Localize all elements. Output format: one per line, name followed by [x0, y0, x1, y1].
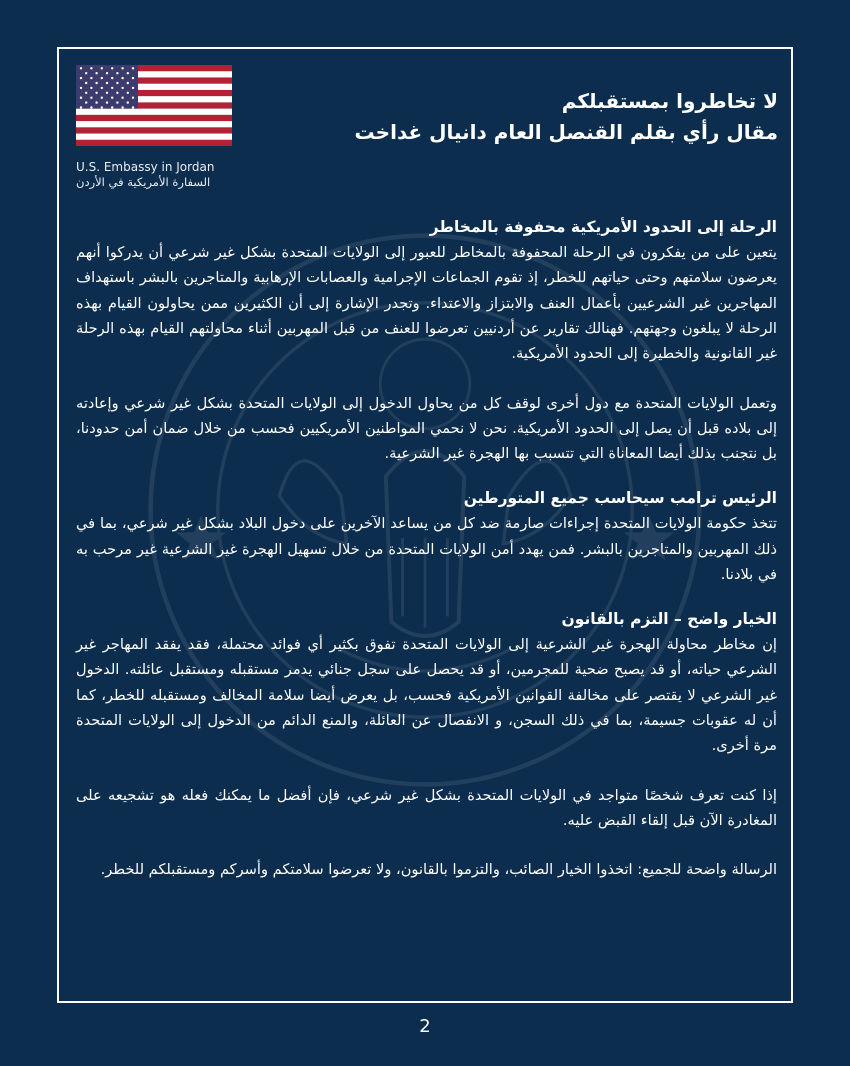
flag-star	[85, 101, 87, 103]
flag-star	[80, 87, 82, 89]
flag-star	[106, 72, 108, 74]
flag-stripe	[76, 134, 232, 140]
flag-stripe	[76, 140, 232, 146]
us-flag-icon	[76, 65, 232, 146]
flag-star	[111, 67, 113, 69]
flag-star	[132, 97, 134, 99]
paragraph: وتعمل الولايات المتحدة مع دول أخرى لوقف كل من يحاول الدخول إلى الولايات المتحدة بشكل غير شرعي وإعادته إلى بلاده قبل أن يصل إلى الحدود الأمريكية. نحن لا نحمي المواطنين الأمريكيين فحسب من خلال ضمان أمن حدودنا، بل نتجنب بذلك أيضا المعاناة التي تتسبب بها الهجرة غير الشرعية.	[76, 394, 777, 463]
flag-star	[95, 101, 97, 103]
flag-stripe	[76, 109, 232, 115]
flag-star	[90, 106, 92, 108]
flag-star	[80, 67, 82, 69]
paragraph: تتخذ حكومة الولايات المتحدة إجراءات صارمة ضد كل من يساعد الآخرين على دخول البلاد بشكل غير شرعي، بما في ذلك المهربين والمتاجرين بالبشر. فمن يهدد أمن الولايات المتحدة من خلال تسهيل الهجرة غير الشرعية غير مرحب به في بلادنا.	[76, 515, 777, 583]
embassy-name-english: U.S. Embassy in Jordan	[76, 160, 215, 174]
flag-star	[116, 92, 118, 94]
flag-star	[101, 67, 103, 69]
flag-star	[111, 97, 113, 99]
flag-star	[106, 92, 108, 94]
flag-star	[121, 97, 123, 99]
flag-star	[121, 67, 123, 69]
flag-star	[101, 97, 103, 99]
article-subtitle: مقال رأي بقلم القنصل العام دانيال غداخت	[354, 120, 778, 144]
section-clear-choice	[76, 607, 777, 883]
flag-star	[132, 77, 134, 79]
flag-star	[132, 106, 134, 108]
flag-stripe	[76, 127, 232, 133]
paragraph: يتعين على من يفكرون في الرحلة المحفوفة بالمخاطر للعبور إلى الولايات المتحدة بشكل غير شرعي أن يدركوا أنهم يعرضون سلامتهم وحتى حياتهم للخطر، إذ تقوم الجماعات الإجرامية والعصابات الإرهابية والمتاجرين بالبشر باستهداف المهاجرين غير الشرعيين بأعمال العنف والابتزاز والاعتداء. وتجدر الإشارة إلى أن الكثيرين ممن يحاولون القيام بهذه الرحلة لا يبلغون وجهتهم. فهنالك تقارير عن أردنيين تعرضوا للعنف من قبل المهربين أثناء محاولتهم القيام بهذه الرحلة غير القانونية والخطيرة إلى الحدود الأمريكية.	[76, 244, 777, 363]
flag-star	[90, 97, 92, 99]
flag-star	[80, 97, 82, 99]
flag-star	[106, 101, 108, 103]
section-heading: الرحلة إلى الحدود الأمريكية محفوفة بالمخاطر	[429, 218, 777, 236]
flag-star	[121, 87, 123, 89]
flag-star	[111, 106, 113, 108]
flag-star	[90, 77, 92, 79]
flag-star	[95, 82, 97, 84]
paragraph: الرسالة واضحة للجميع: اتخذوا الخيار الصائب، والتزموا بالقانون، ولا تعرضوا سلامتكم وأسركم ومستقبلكم للخطر.	[100, 861, 777, 879]
flag-star	[101, 87, 103, 89]
flag-star	[106, 82, 108, 84]
flag-star	[85, 72, 87, 74]
article-title: لا تخاطروا بمستقبلكم	[561, 89, 778, 113]
flag-star	[121, 77, 123, 79]
section-heading: الرئيس ترامب سيحاسب جميع المتورطين	[463, 489, 777, 508]
flag-star	[111, 77, 113, 79]
page-number: 2	[419, 1016, 431, 1037]
flag-star	[127, 82, 129, 84]
flag-star	[127, 101, 129, 103]
flag-star	[101, 106, 103, 108]
flag-star	[80, 77, 82, 79]
flag-star	[116, 82, 118, 84]
flag-star	[90, 67, 92, 69]
flag-star	[90, 87, 92, 89]
article-body	[76, 215, 777, 903]
section-accountability	[76, 486, 777, 587]
flag-stripe	[76, 121, 232, 127]
paragraph: إذا كنت تعرف شخصًا متواجد في الولايات المتحدة بشكل غير شرعي، فإن أفضل ما يمكنك فعله هو تشجيعه على المغادرة الآن قبل إلقاء القبض عليه.	[76, 786, 777, 829]
flag-star	[116, 72, 118, 74]
flag-star	[85, 82, 87, 84]
flag-star	[127, 72, 129, 74]
article-title-block	[318, 86, 778, 148]
flag-star	[132, 67, 134, 69]
flag-star	[111, 87, 113, 89]
paragraph: إن مخاطر محاولة الهجرة غير الشرعية إلى الولايات المتحدة تفوق بكثير أي فوائد محتملة، فقد يفقد المهاجر غير الشرعي حياته، أو قد يصبح ضحية للمجرمين، أو قد يحصل على سجل جنائي يدمر مستقبله ومستقبل عائلته. الدخول غير الشرعي لا يقتصر على مخالفة القوانين الأمريكية فحسب، بل يعرض أيضا سلامة المخالف ومستقبله للخطر، كما أن له عقوبات جسيمة، بما في ذلك السجن، و الانفصال عن العائلة، والمنع الدائم من الدخول إلى الولايات المتحدة مرة أخرى.	[76, 636, 777, 755]
flag-star	[116, 101, 118, 103]
flag-star	[80, 106, 82, 108]
flag-star	[132, 87, 134, 89]
flag-star	[95, 72, 97, 74]
flag-star	[121, 106, 123, 108]
flag-star	[127, 92, 129, 94]
section-heading: الخيار واضح – التزم بالقانون	[561, 610, 777, 629]
flag-star	[85, 92, 87, 94]
flag-star	[101, 77, 103, 79]
embassy-logo-caption	[76, 160, 276, 190]
embassy-name-arabic: السفارة الأمريكية في الأردن	[76, 175, 211, 189]
flag-stripe	[76, 115, 232, 121]
flag-star	[95, 92, 97, 94]
section-risky-journey	[76, 215, 777, 466]
